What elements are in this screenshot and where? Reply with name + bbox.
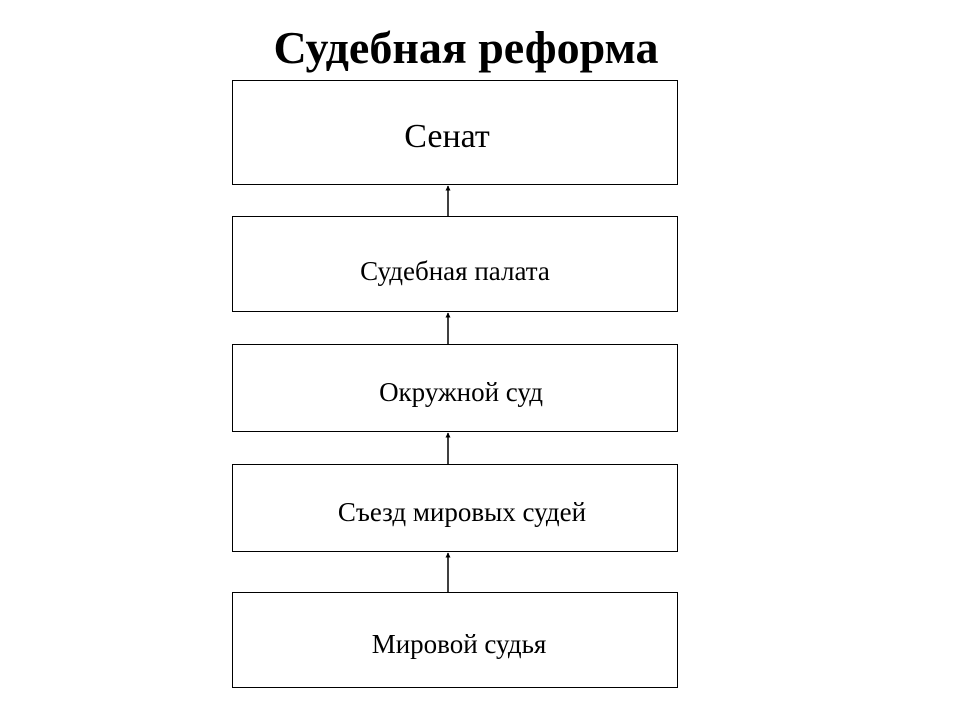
level-box-justice-of-peace	[232, 592, 678, 688]
level-label-judicial-chamber: Судебная палата	[360, 255, 550, 286]
level-label-senate: Сенат	[404, 117, 490, 155]
level-box-district-court	[232, 344, 678, 432]
level-box-congress-of-justices	[232, 464, 678, 552]
level-box-judicial-chamber	[232, 216, 678, 312]
level-box-senate	[232, 80, 678, 185]
diagram-title: Судебная реформа	[273, 22, 659, 73]
level-label-justice-of-peace: Мировой судья	[371, 628, 547, 659]
level-label-district-court: Окружной суд	[379, 376, 543, 407]
level-label-congress-of-justices: Съезд мировых судей	[337, 496, 587, 527]
